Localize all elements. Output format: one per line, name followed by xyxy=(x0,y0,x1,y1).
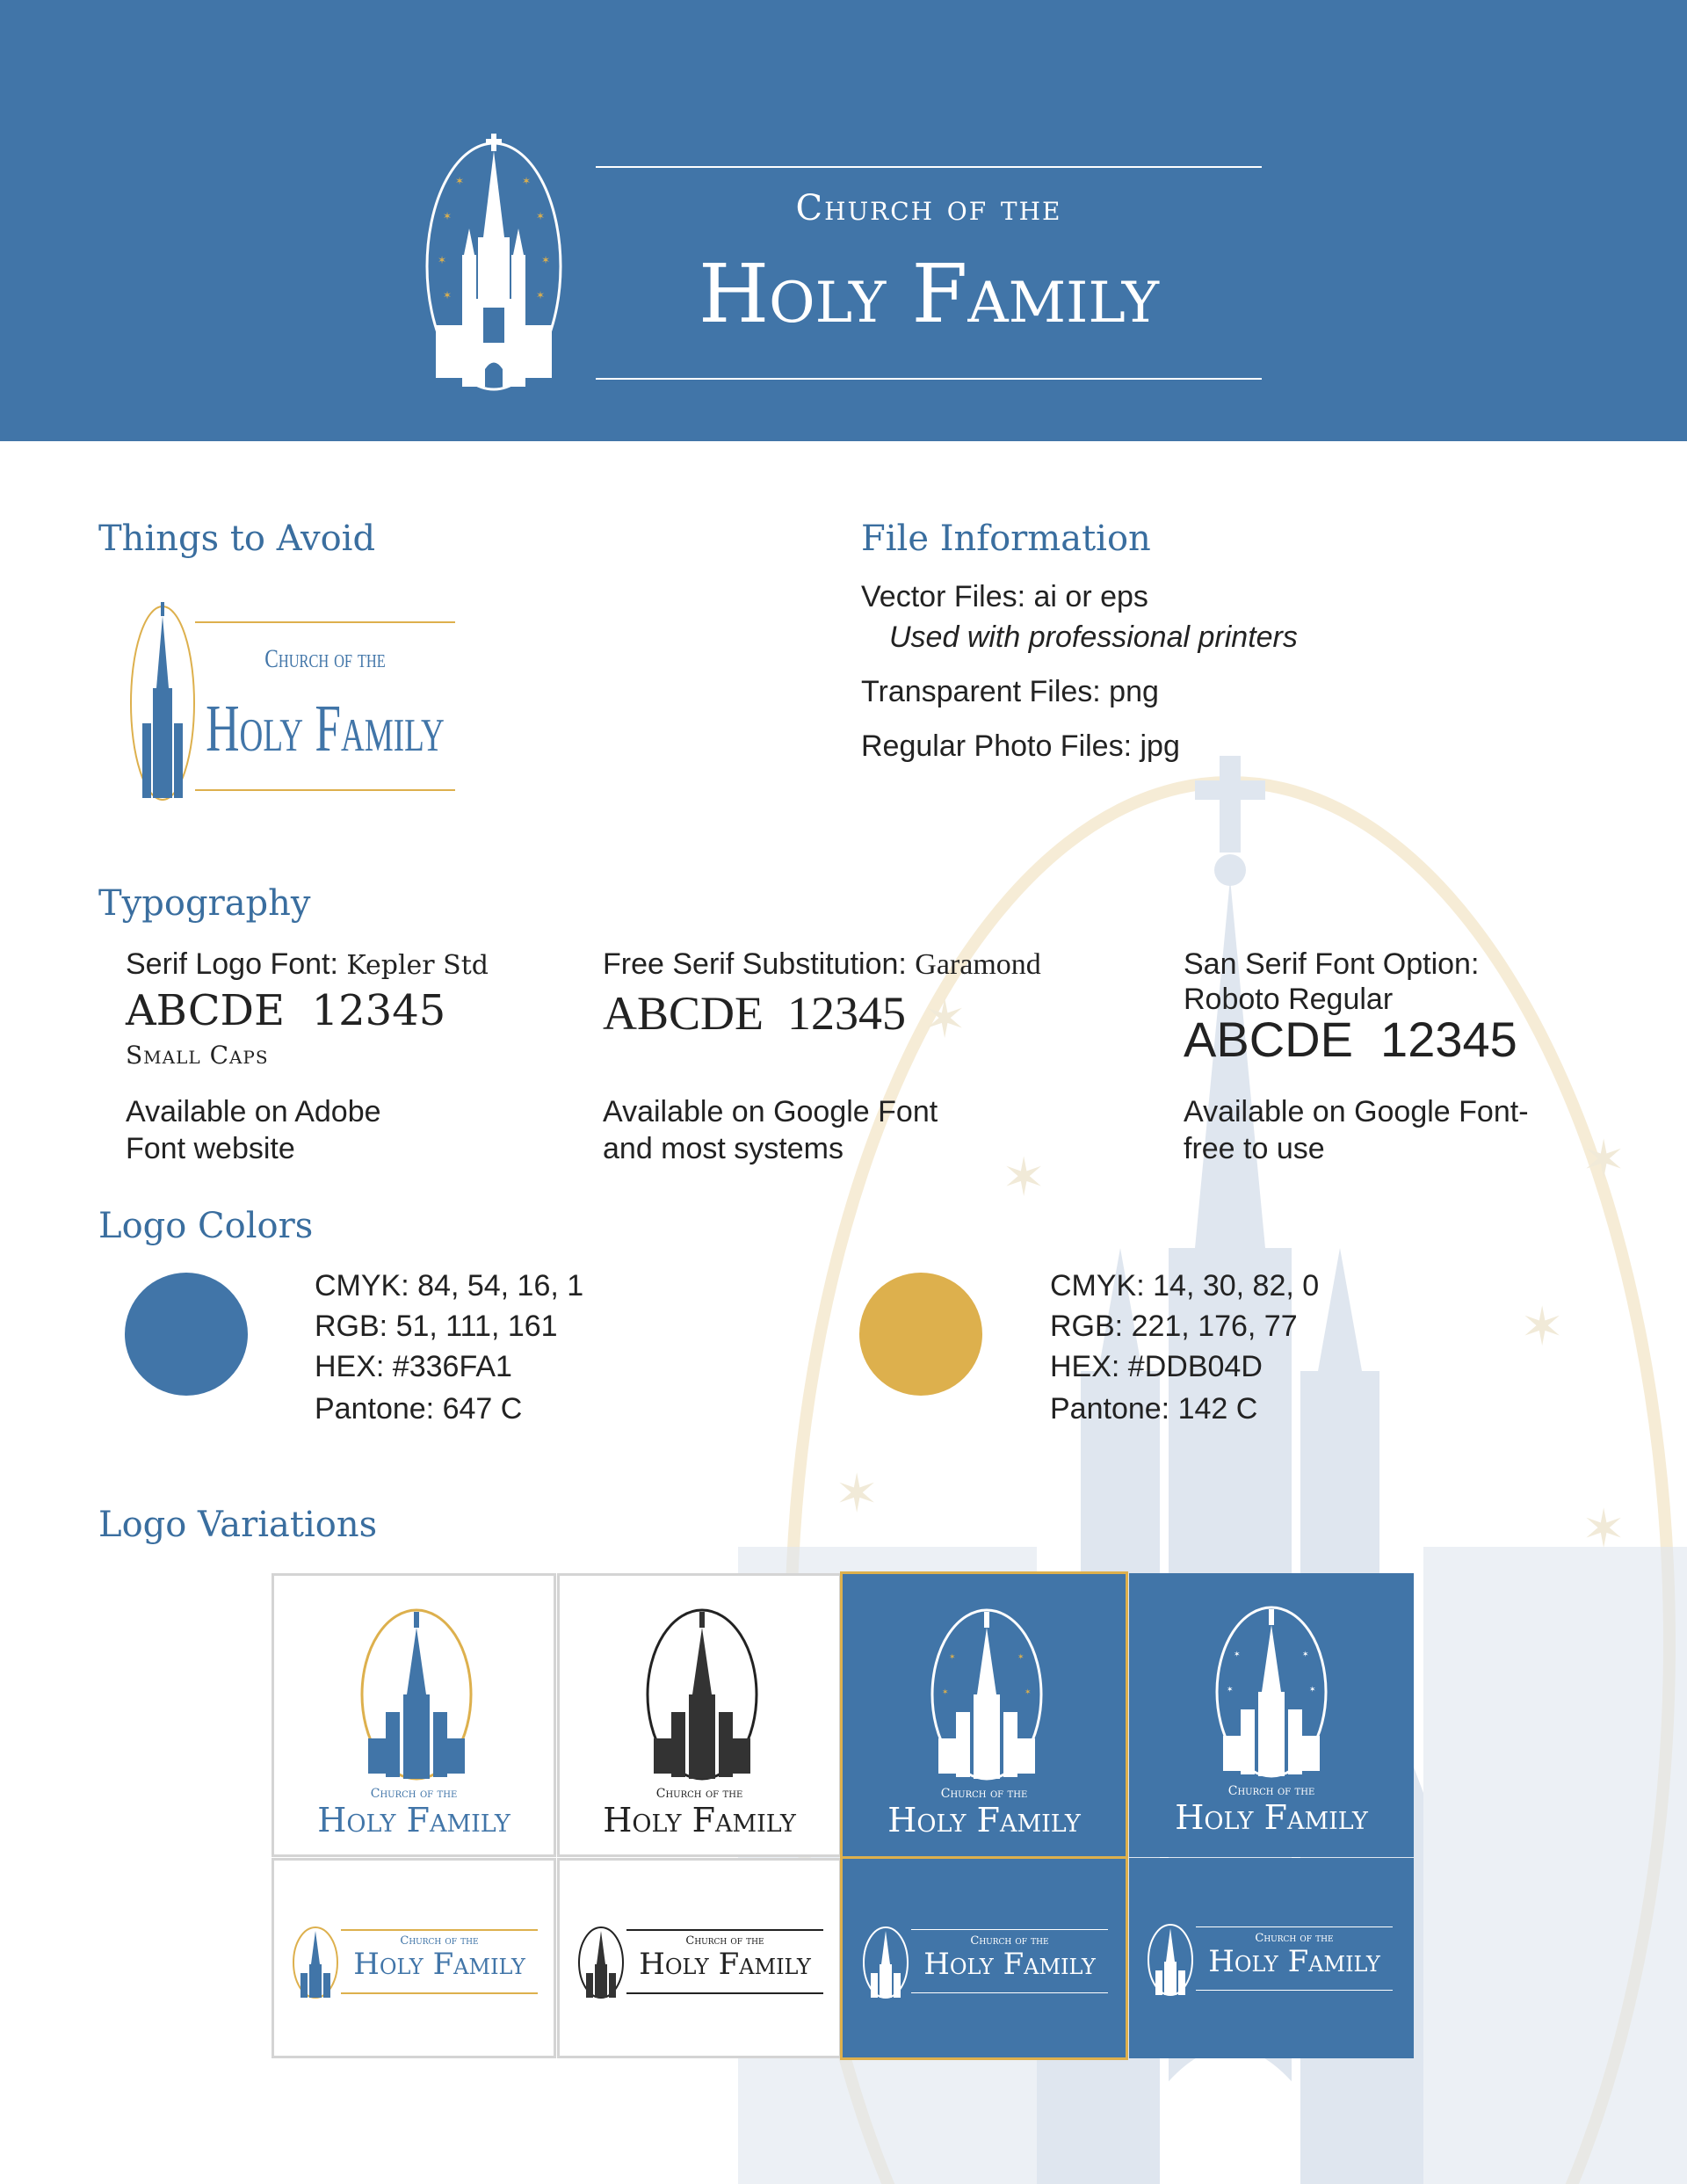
avoid-church-logo-icon xyxy=(128,600,197,802)
svg-text:✶: ✶ xyxy=(438,254,447,266)
tile7-rule-bottom xyxy=(911,1992,1108,1993)
svg-text:✶: ✶ xyxy=(536,210,546,222)
gold-rgb: RGB: 221, 176, 77 xyxy=(1050,1310,1298,1343)
gold-swatch xyxy=(859,1273,982,1396)
svg-text:✶: ✶ xyxy=(1309,1686,1316,1694)
header-rule-top xyxy=(596,166,1262,168)
avoid-rule-bottom xyxy=(195,789,455,791)
church-logo-white-gold-icon xyxy=(930,1607,1044,1782)
tile3-cap-main: Holy Family xyxy=(887,1801,1081,1839)
tile7-cap-main: Holy Family xyxy=(923,1947,1096,1982)
blue-swatch xyxy=(125,1273,248,1396)
tile5-cap-top: Church of the xyxy=(400,1934,479,1948)
typo-col3-avail1: Available on Google Font- xyxy=(1184,1095,1529,1128)
svg-text:✶: ✶ xyxy=(1234,1651,1241,1659)
tile3-cap-top: Church of the xyxy=(940,1787,1028,1801)
tile7-rule-top xyxy=(911,1929,1108,1930)
church-mini-white-gold-icon xyxy=(862,1926,909,1999)
blue-rgb: RGB: 51, 111, 161 xyxy=(315,1310,558,1343)
svg-text:✶: ✶ xyxy=(1227,1686,1234,1694)
svg-text:✶: ✶ xyxy=(923,989,967,1050)
church-mini-color-icon xyxy=(292,1926,339,1999)
tile4-cap-top: Church of the xyxy=(1227,1784,1315,1798)
variation-tile-black-vertical xyxy=(557,1573,842,1857)
tile7-cap-top: Church of the xyxy=(970,1934,1049,1948)
variation-tile-blue-gold-vertical xyxy=(840,1571,1128,1859)
tile5-cap-main: Holy Family xyxy=(353,1947,525,1982)
church-mini-black-icon xyxy=(577,1926,625,1999)
typography-heading: Typography xyxy=(98,883,311,924)
svg-text:✶: ✶ xyxy=(942,1688,949,1697)
typo-col2-avail1: Available on Google Font xyxy=(603,1095,938,1128)
church-mini-white-icon xyxy=(1147,1923,1194,1997)
tile8-cap-top: Church of the xyxy=(1255,1932,1334,1945)
tile1-cap-top: Church of the xyxy=(370,1787,458,1801)
svg-text:✶: ✶ xyxy=(1582,1498,1626,1560)
gold-hex: HEX: #DDB04D xyxy=(1050,1350,1263,1383)
typo-col3-label2: Roboto Regular xyxy=(1184,983,1394,1016)
church-logo-icon xyxy=(424,132,564,395)
svg-text:✶: ✶ xyxy=(1302,1651,1309,1659)
tile8-rule-bottom xyxy=(1196,1990,1393,1991)
gold-cmyk: CMYK: 14, 30, 82, 0 xyxy=(1050,1269,1320,1302)
svg-text:✶: ✶ xyxy=(1582,1129,1626,1191)
variation-tile-blue-white-vertical xyxy=(1129,1573,1414,1857)
variation-tile-color-horizontal xyxy=(272,1858,556,2058)
blue-pantone: Pantone: 647 C xyxy=(315,1392,523,1426)
church-logo-color-icon xyxy=(359,1607,474,1782)
church-logo-black-icon xyxy=(645,1607,759,1782)
svg-text:✶: ✶ xyxy=(455,175,465,187)
typo-col3-sample: ABCDE 12345 xyxy=(1184,1012,1517,1067)
logo-colors-heading: Logo Colors xyxy=(98,1206,314,1246)
tile1-cap-main: Holy Family xyxy=(317,1801,510,1839)
typo-col1-avail1: Available on Adobe xyxy=(126,1095,381,1128)
header-rule-bottom xyxy=(596,378,1262,380)
variation-tile-blue-white-horizontal xyxy=(1129,1858,1414,2058)
tile8-rule-top xyxy=(1196,1926,1393,1927)
tile6-rule-top xyxy=(626,1929,823,1931)
tile2-cap-main: Holy Family xyxy=(603,1801,796,1839)
logo-variations-heading: Logo Variations xyxy=(98,1505,378,1545)
blue-cmyk: CMYK: 84, 54, 16, 1 xyxy=(315,1269,584,1302)
tile4-cap-main: Holy Family xyxy=(1175,1798,1368,1837)
svg-text:✶: ✶ xyxy=(541,254,551,266)
blue-hex: HEX: #336FA1 xyxy=(315,1350,512,1383)
svg-text:✶: ✶ xyxy=(1002,1147,1046,1208)
gold-pantone: Pantone: 142 C xyxy=(1050,1392,1258,1426)
typo-col3-avail2: free to use xyxy=(1184,1132,1325,1165)
svg-text:✶: ✶ xyxy=(536,289,546,301)
tile5-rule-bottom xyxy=(341,1992,538,1994)
variation-tile-blue-gold-horizontal xyxy=(840,1856,1128,2060)
svg-text:✶: ✶ xyxy=(1025,1688,1032,1697)
tile6-cap-main: Holy Family xyxy=(639,1947,811,1982)
typo-col2-label xyxy=(603,947,1041,982)
tile2-cap-top: Church of the xyxy=(655,1787,743,1801)
svg-text:✶: ✶ xyxy=(443,289,453,301)
typo-col1-label xyxy=(126,947,489,982)
typo-col3-label1: San Serif Font Option: xyxy=(1184,947,1480,981)
typo-col1-font-name: Kepler Std xyxy=(346,950,489,981)
typo-col2-font-name: Garamond xyxy=(915,948,1041,981)
variation-tile-color-vertical xyxy=(272,1573,556,1857)
tile8-cap-main: Holy Family xyxy=(1208,1944,1380,1979)
svg-text:✶: ✶ xyxy=(835,1463,880,1525)
file-regular: Regular Photo Files: jpg xyxy=(861,729,1180,763)
typo-col1-sample: ABCDE 12345 xyxy=(126,986,446,1035)
tile6-rule-bottom xyxy=(626,1992,823,1994)
typo-col1-note: Small Caps xyxy=(126,1041,269,1070)
avoid-rule-top xyxy=(195,621,455,623)
svg-text:✶: ✶ xyxy=(443,210,453,222)
church-logo-white-icon xyxy=(1214,1604,1329,1780)
things-to-avoid-heading: Things to Avoid xyxy=(98,519,376,559)
typo-col1-label-text: Serif Logo Font: xyxy=(126,947,347,981)
svg-text:✶: ✶ xyxy=(522,175,532,187)
header-title-main: Holy Family xyxy=(698,247,1160,341)
avoid-logo-top: Church of the xyxy=(264,644,386,673)
typo-col2-sample: ABCDE 12345 xyxy=(603,987,907,1040)
file-vector: Vector Files: ai or eps xyxy=(861,580,1148,613)
tile5-rule-top xyxy=(341,1929,538,1931)
svg-text:✶: ✶ xyxy=(949,1653,956,1662)
svg-text:✶: ✶ xyxy=(1520,1296,1565,1358)
typo-col2-avail2: and most systems xyxy=(603,1132,844,1165)
avoid-logo-main: Holy Family xyxy=(206,692,445,765)
typo-col1-avail2: Font website xyxy=(126,1132,295,1165)
typo-col2-label-text: Free Serif Substitution: xyxy=(603,947,916,981)
header-title-top: Church of the xyxy=(795,188,1062,229)
tile6-cap-top: Church of the xyxy=(685,1934,764,1948)
file-information-heading: File Information xyxy=(861,519,1151,559)
file-vector-note: Used with professional printers xyxy=(889,620,1298,654)
variation-tile-black-horizontal xyxy=(557,1858,842,2058)
file-transparent: Transparent Files: png xyxy=(861,675,1159,708)
svg-text:✶: ✶ xyxy=(1017,1653,1025,1662)
